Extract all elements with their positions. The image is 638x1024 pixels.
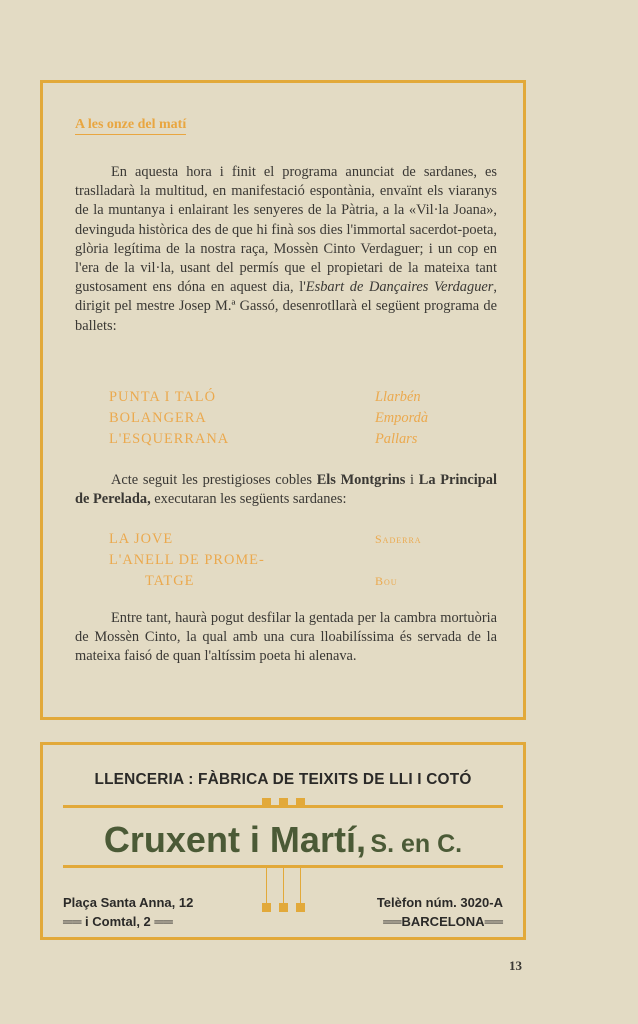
paragraph-sardanes-intro [75,471,497,509]
city-line-with-rules: ══BARCELONA══ [383,914,503,929]
advertisement-box [40,742,526,940]
ad-contact [377,893,503,931]
esbart-name: Esbart de Dançaires Verdaguer [305,279,494,296]
ballet-origin: Pallars [375,431,418,447]
ballet-origin: Llarbén [375,389,421,405]
sardanes-list [109,529,489,592]
ornament-line [283,867,284,903]
ornament-line [266,867,267,903]
ornament-square [262,798,271,807]
cobla-name: Els Montgrins [316,472,406,488]
ornament-square [296,798,305,807]
paragraph-text: En aquesta hora i finit el programa anunciat de sardanes, es traslladarà la multitud, en manifestació espontània, envaïnt els viaranys de la muntanya i enlairant les senyeres de la Pàtria, a la «Vil·la Joana», devinguda històrica des de que hi finà sos dies l'immortal sacerdot-poeta, glòria legítima de la nostra raça, Mossèn Cinto Verdaguer; i un cop en l'era de la vil·la, usant del permís que el propietari de la mateixa tant gustosament ens dóna en aquest dia, l' [75,164,497,296]
list-item [109,408,489,429]
list-item [109,550,489,571]
paragraph-text: i [405,472,419,488]
phone-line: Telèfon núm. 3020-A [376,895,503,910]
list-item [109,429,489,450]
paragraph-text: Acte seguit les prestigioses cobles [111,472,317,488]
address-line-with-rules: ══ i Comtal, 2 ══ [63,914,173,929]
section-heading: A les onze del matí [75,117,186,135]
list-item [109,529,489,550]
list-item [109,571,489,592]
sardana-author: Bou [375,574,398,588]
sardana-title: TATGE [145,573,195,589]
sardana-title: L'ANELL DE PROME- [109,552,265,568]
ballet-title: L'ESQUERRANA [109,431,230,447]
ballet-title: PUNTA I TALÓ [109,389,216,405]
brand-name: Cruxent i Martí, [103,819,366,860]
paragraph-closing [75,609,497,667]
ornament-square [279,903,288,912]
ornament-square [262,903,271,912]
cobla-name: La Principal de Perelada, [75,472,497,508]
page-number: 13 [509,958,522,973]
ballet-title: BOLANGERA [109,410,207,426]
brand-suffix: S. en C. [370,830,463,858]
ad-brand [43,819,523,861]
ornament-square [279,798,288,807]
ornament-square [296,903,305,912]
city-line: BARCELONA [401,914,485,929]
ad-address [63,893,193,931]
sardana-author: Saderra [375,532,422,546]
sardana-title: LA JOVE [109,531,174,547]
paragraph-ballets-intro [75,163,497,336]
programme-box [40,80,526,720]
list-item [109,387,489,408]
ornament-line [300,867,301,903]
address-line: i Comtal, 2 [85,914,151,929]
paragraph-text-end: , dirigit pel mestre Josep M.ª Gassó, desenrotllarà el següent programa de ballets: [75,279,497,334]
ballet-origin: Empordà [375,410,429,426]
address-line: Plaça Santa Anna, 12 [63,895,194,910]
paragraph-text: executaran les següents sardanes: [150,491,347,508]
ad-tagline: LLENCERIA : FÀBRICA DE TEIXITS DE LLI I COTÓ [94,771,472,788]
ballets-list [109,387,489,450]
paragraph-text: Entre tant, haurà pogut desfilar la gentada per la cambra mortuòria de Mossèn Cinto, la qual amb una cura lloabilíssima és servada de la mateixa faisó de quan l'altíssim poeta hi alenava. [75,610,497,665]
